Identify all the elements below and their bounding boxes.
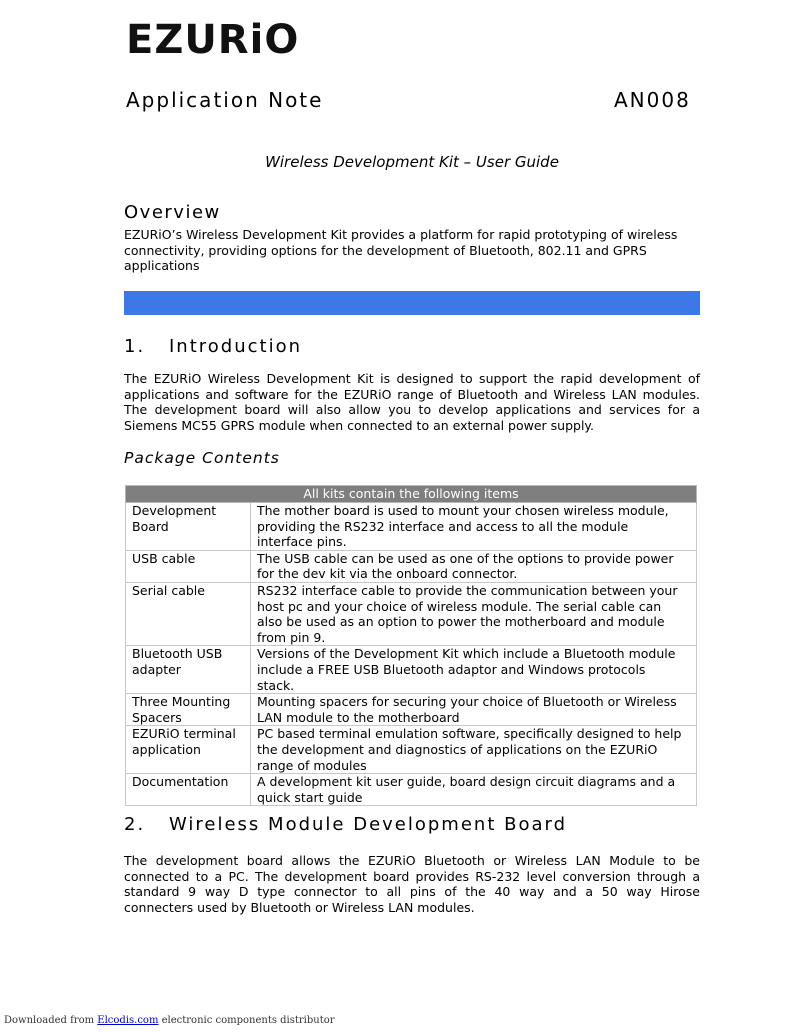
table-row xyxy=(126,694,697,726)
overview-line: EZURiO’s Wireless Development Kit provides a platform for rapid prototyping of wireless xyxy=(124,227,678,242)
introduction-line: The development board will also allow you to develop applications and services for a xyxy=(124,402,700,418)
item-description-line: providing the RS232 interface and access to all the module xyxy=(257,518,629,534)
item-description-line: from pin 9. xyxy=(257,629,326,645)
item-description-cell xyxy=(251,774,697,806)
item-description-line: Mounting spacers for securing your choice of Bluetooth or Wireless xyxy=(257,694,677,710)
introduction-paragraph xyxy=(124,371,700,433)
item-description-line: PC based terminal emulation software, specifically designed to help xyxy=(257,726,682,742)
item-name-cell xyxy=(126,550,251,582)
item-name-line: Development xyxy=(132,503,217,518)
item-name-cell xyxy=(126,582,251,645)
item-name-cell xyxy=(126,503,251,551)
item-name-line: Three Mounting xyxy=(132,694,231,710)
section-2-line: standard 9 way D type connector to all pins of the 40 way and a 50 way Hirose xyxy=(124,884,700,900)
footer-prefix: Downloaded from xyxy=(4,1015,95,1026)
table-row xyxy=(126,550,697,582)
item-description-line: The USB cable can be used as one of the options to provide power xyxy=(257,550,674,566)
section-title: Introduction xyxy=(169,336,303,357)
item-name-line: Bluetooth USB xyxy=(132,646,223,662)
item-description-cell xyxy=(251,646,697,694)
section-2-heading xyxy=(124,814,567,836)
table-row xyxy=(126,646,697,694)
item-name-line: USB cable xyxy=(132,550,196,566)
item-description-cell xyxy=(251,726,697,774)
section-2-line: connecters used by Bluetooth or Wireless LAN modules. xyxy=(124,899,475,915)
table-header-row xyxy=(126,486,697,503)
item-description-line: RS232 interface cable to provide the communication between your xyxy=(257,582,678,598)
introduction-line: applications and software for the EZURiO range of Bluetooth and Wireless LAN modules. xyxy=(124,386,700,402)
item-description-line: stack. xyxy=(257,677,295,693)
table-header: All kits contain the following items xyxy=(126,486,697,503)
item-name-line: Board xyxy=(132,518,169,534)
table-row xyxy=(126,582,697,645)
introduction-line: Siemens MC55 GPRS module when connected to an external power supply. xyxy=(124,417,595,433)
ezurio-logo: EZURiO xyxy=(126,17,300,63)
document-number: AN008 xyxy=(614,88,691,112)
item-name-line: Spacers xyxy=(132,709,182,725)
footer-suffix: electronic components distributor xyxy=(161,1015,335,1026)
document-type-label: Application Note xyxy=(126,88,324,112)
introduction-line: The EZURiO Wireless Development Kit is designed to support the rapid development of xyxy=(124,371,700,386)
item-name-line: Documentation xyxy=(132,774,229,790)
package-contents-heading: Package Contents xyxy=(124,449,280,467)
item-name-cell xyxy=(126,726,251,774)
table-row xyxy=(126,503,697,551)
item-description-line: Versions of the Development Kit which include a Bluetooth module xyxy=(257,646,676,662)
section-number: 1. xyxy=(124,336,146,357)
item-description-cell xyxy=(251,550,697,582)
item-description-line: for the dev kit via the onboard connector. xyxy=(257,566,518,582)
item-description-cell xyxy=(251,582,697,645)
item-description-line: interface pins. xyxy=(257,534,347,550)
document-subtitle: Wireless Development Kit – User Guide xyxy=(265,153,559,171)
overview-line: applications xyxy=(124,258,200,274)
item-name-cell xyxy=(126,774,251,806)
section-number: 2. xyxy=(124,814,146,835)
section-title: Wireless Module Development Board xyxy=(169,814,568,835)
item-description-cell xyxy=(251,503,697,551)
item-description-line: host pc and your choice of wireless module. The serial cable can xyxy=(257,598,662,614)
section-2-paragraph xyxy=(124,853,700,915)
section-2-line: connected to a PC. The development board provides RS-232 level conversion through a xyxy=(124,868,700,884)
item-description-cell xyxy=(251,694,697,726)
item-description-line: include a FREE USB Bluetooth adaptor and Windows protocols xyxy=(257,661,646,677)
item-name-line: EZURiO terminal xyxy=(132,726,236,742)
download-footer xyxy=(4,1014,335,1028)
item-description-line: also be used as an option to power the motherboard and module xyxy=(257,614,665,630)
item-description-line: quick start guide xyxy=(257,789,363,805)
table-row xyxy=(126,726,697,774)
item-description-line: range of modules xyxy=(257,757,367,773)
item-name-line: application xyxy=(132,741,201,757)
table-row xyxy=(126,774,697,806)
item-name-line: Serial cable xyxy=(132,582,205,598)
item-name-line: adapter xyxy=(132,661,181,677)
item-description-line: the development and diagnostics of applications on the EZURiO xyxy=(257,741,658,757)
item-description-line: LAN module to the motherboard xyxy=(257,709,460,725)
section-2-line: The development board allows the EZURiO Bluetooth or Wireless LAN Module to be xyxy=(124,853,700,868)
overview-heading: Overview xyxy=(124,202,221,223)
package-contents-table xyxy=(125,485,697,806)
overview-paragraph xyxy=(124,227,700,274)
item-name-cell xyxy=(126,694,251,726)
elcodis-link[interactable]: Elcodis.com xyxy=(97,1015,159,1026)
item-description-line: A development kit user guide, board design circuit diagrams and a xyxy=(257,774,676,790)
introduction-heading xyxy=(124,336,302,358)
section-divider-bar xyxy=(124,291,700,315)
item-description-line: The mother board is used to mount your chosen wireless module, xyxy=(257,503,669,518)
item-name-cell xyxy=(126,646,251,694)
overview-line: connectivity, providing options for the development of Bluetooth, 802.11 and GPRS xyxy=(124,242,647,258)
